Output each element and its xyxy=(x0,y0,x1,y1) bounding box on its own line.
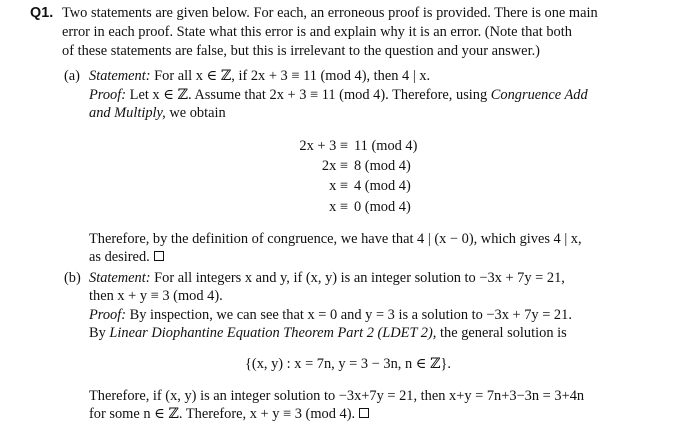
equation-rhs: 4 (mod 4) xyxy=(354,178,411,194)
equation-rhs: 11 (mod 4) xyxy=(354,138,418,154)
part-b-conclusion-2 xyxy=(89,405,369,423)
part-a-label: (a) xyxy=(64,68,80,84)
statement-text: For all integers x and y, if (x, y) is an integer solution to −3x + 7y = 21, xyxy=(154,270,565,286)
proof-label: Proof: xyxy=(89,307,127,323)
equation-lhs: 2x ≡ xyxy=(321,158,348,174)
part-a-statement xyxy=(89,67,430,85)
qed-box-icon xyxy=(154,251,164,261)
proof-suffix: the general solution is xyxy=(440,325,567,341)
part-a-conclusion-1: Therefore, by the definition of congruence, we have that 4 | (x − 0), which gives 4 | x, xyxy=(89,231,582,247)
qed-box-icon xyxy=(359,408,369,418)
conclusion-text: as desired. xyxy=(89,249,150,265)
equation-lhs: 2x + 3 ≡ xyxy=(299,138,348,154)
part-b-statement-1 xyxy=(89,269,565,287)
proof-text: Let x ∈ ℤ. Assume that 2x + 3 ≡ 11 (mod 4). Therefore, using xyxy=(129,87,488,103)
part-b-label: (b) xyxy=(64,270,81,286)
proof-theorem-name: Linear Diophantine Equation Theorem Part 2 (LDET 2), xyxy=(109,325,437,341)
part-b-conclusion-1: Therefore, if (x, y) is an integer solution to −3x+7y = 21, then x+y = 7n+3−3n = 3+4n xyxy=(89,388,585,404)
proof-text-cont: we obtain xyxy=(169,105,226,121)
part-b-statement-2: then x + y ≡ 3 (mod 4). xyxy=(89,288,223,304)
question-number: Q1. xyxy=(30,5,54,21)
intro-line-1: Two statements are given below. For each, an erroneous proof is provided. There is one main xyxy=(62,5,598,21)
equation-rhs: 0 (mod 4) xyxy=(354,199,411,215)
equation-lhs: x ≡ xyxy=(329,199,348,215)
conclusion-text: for some n ∈ ℤ. Therefore, x + y ≡ 3 (mod 4). xyxy=(89,406,356,422)
proof-prefix: By xyxy=(89,325,106,341)
proof-theorem-name: Congruence Add xyxy=(490,87,588,103)
statement-label: Statement: xyxy=(89,270,151,286)
intro-line-2: error in each proof. State what this error is and explain why it is an error. (Note that both xyxy=(62,24,572,40)
proof-label: Proof: xyxy=(89,87,127,103)
proof-text: By inspection, we can see that x = 0 and y = 3 is a solution to −3x + 7y = 21. xyxy=(129,307,572,323)
equation-lhs: x ≡ xyxy=(329,178,348,194)
proof-theorem-name-cont: and Multiply, xyxy=(89,105,166,121)
statement-text: For all x ∈ ℤ, if 2x + 3 ≡ 11 (mod 4), then 4 | x. xyxy=(154,68,431,84)
part-b-proof-line-2 xyxy=(89,324,567,342)
intro-line-3: of these statements are false, but this is irrelevant to the question and your answer.) xyxy=(62,43,540,59)
part-a-proof-line-2 xyxy=(89,104,226,122)
statement-label: Statement: xyxy=(89,68,151,84)
part-a-conclusion-2 xyxy=(89,248,164,266)
part-a-proof-line-1 xyxy=(89,86,588,104)
general-solution: {(x, y) : x = 7n, y = 3 − 3n, n ∈ ℤ}. xyxy=(245,356,452,372)
part-b-proof-line-1 xyxy=(89,306,572,324)
equation-rhs: 8 (mod 4) xyxy=(354,158,411,174)
